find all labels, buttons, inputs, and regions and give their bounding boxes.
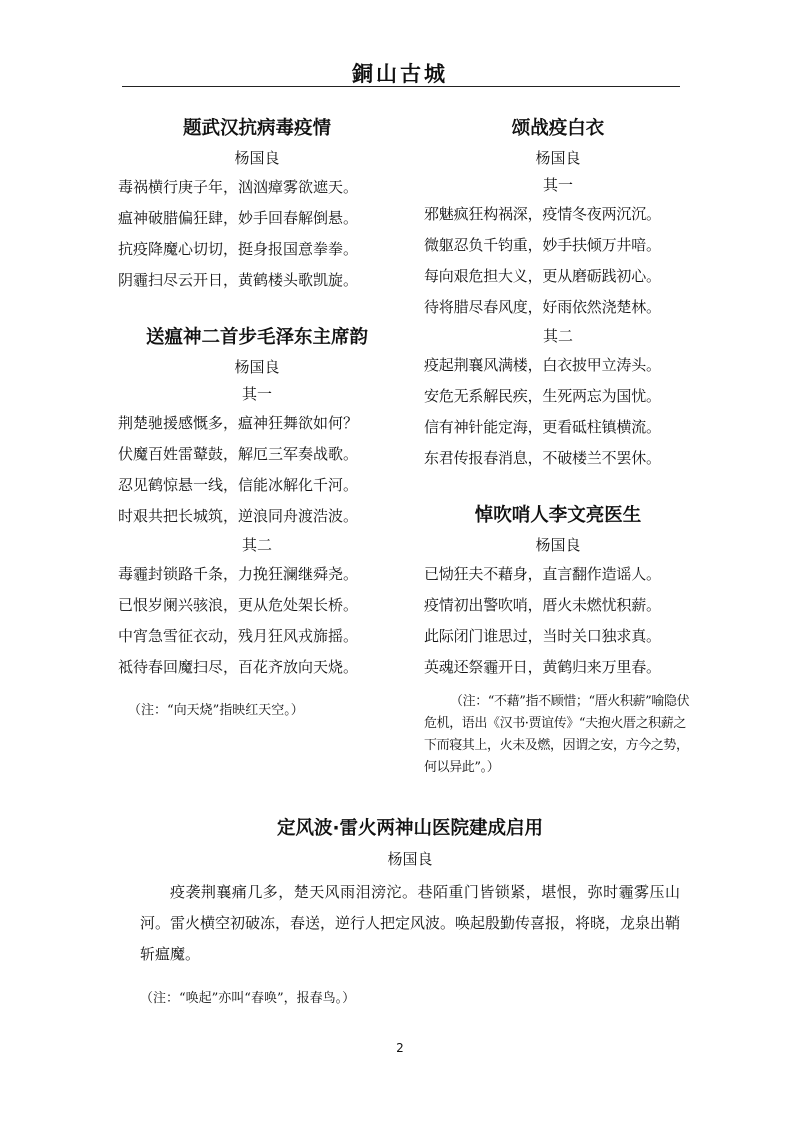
poem-line: 疫情初出警吹哨，厝火未燃忧积薪。: [424, 596, 661, 614]
poem-line: 此际闭门谁思过，当时关口独求真。: [424, 627, 661, 645]
left-column: [118, 113, 396, 722]
poem-line: 毒霾封锁路千条，力挽狂澜继舜尧。: [118, 565, 359, 583]
poem-section-label: 其一: [542, 176, 573, 194]
poem-section-label: 其一: [241, 385, 272, 403]
poem-line: 信有神针能定海，更看砥柱镇横流。: [424, 418, 661, 436]
poem-line: 每向艰危担大义，更从磨砺践初心。: [424, 267, 661, 285]
poem-line: 伏魔百姓雷鼙鼓，解厄三军奏战歌。: [118, 445, 359, 463]
page-number: 2: [396, 1041, 404, 1055]
poem-line: 安危无系解民疾，生死两忘为国忧。: [424, 387, 661, 405]
header-rule: [122, 86, 680, 87]
poem-line: 时艰共把长城筑，逆浪同舟渡浩波。: [118, 507, 359, 525]
poem-author: 杨国良: [535, 536, 581, 554]
poem-line: 瘟神破腊偏狂肆，妙手回春解倒悬。: [118, 209, 359, 227]
poem-title: 颂战疫白衣: [511, 118, 605, 139]
poem-line: 邪魅疯狂构祸深，疫情冬夜两沉沉。: [424, 205, 661, 223]
poem-title: 定风波·雷火两神山医院建成启用: [276, 818, 544, 839]
poem-note: （注：“唤起”亦叫“春唤”，报春鸟。）: [140, 991, 356, 1006]
poem-line: 东君传报春消息，不破楼兰不罢休。: [424, 449, 661, 467]
bottom-section: [140, 812, 680, 1010]
poem-line: 已恨岁阑兴骇浪，更从危处架长桥。: [118, 596, 359, 614]
poem-line: 荆楚驰援感慨多，瘟神狂舞欲如何？: [118, 414, 359, 432]
poem-line: 抗疫降魔心切切，挺身报国意拳拳。: [118, 240, 359, 258]
poem-line: 待将腊尽春风度，好雨依然浇楚林。: [424, 298, 661, 316]
poem-line: 祗待春回魔扫尽，百花齐放向天烧。: [118, 658, 359, 676]
poem-author: 杨国良: [234, 149, 280, 167]
poem-author: 杨国良: [387, 850, 433, 868]
poem-section-label: 其二: [542, 327, 573, 345]
poem-section-label: 其二: [241, 536, 272, 554]
poem-line: 疫起荆襄风满楼，白衣披甲立涛头。: [424, 356, 661, 374]
poem-author: 杨国良: [535, 149, 581, 167]
poem-author: 杨国良: [234, 358, 280, 376]
poem-note: （注：“向天烧”指映红天空。）: [128, 703, 304, 718]
poem-line: 忍见鹤惊悬一线，信能冰解化千河。: [118, 476, 359, 494]
poem-title: 悼吹哨人李文亮医生: [474, 505, 642, 526]
page-header-title: 銅山古城: [352, 61, 448, 86]
poem-line: 中宵急雪征衣动，残月狂风戎旆摇。: [118, 627, 359, 645]
poem-note: （注：“不藉”指不顾惜；“厝火积薪”喻隐伏危机，语出《汉书·贾谊传》“夫抱火厝之积薪之下而寝其上，火未及燃，因谓之安，方今之势，何以异此”。）: [424, 694, 690, 775]
poem-line: 毒祸横行庚子年，汹汹瘴雾欲遮天。: [118, 178, 359, 196]
right-column: [424, 113, 692, 779]
poem-line: 阴霾扫尽云开日，黄鹤楼头歌凯旋。: [118, 271, 359, 289]
poem-title: 送瘟神二首步毛泽东主席韵: [145, 327, 368, 348]
poem-line: 微躯忍负千钧重，妙手扶倾万井喑。: [424, 236, 661, 254]
poem-title: 题武汉抗病毒疫情: [182, 118, 331, 139]
poem-prose: 疫袭荆襄痛几多，楚天风雨泪滂沱。巷陌重门皆锁紧，堪恨，弥时霾雾压山河。雷火横空初破冻，春送，逆行人把定风波。唤起殷勤传喜报，将晓，龙泉出鞘斩瘟魔。: [140, 883, 681, 963]
poem-line: 已恸狂夫不藉身，直言翻作造谣人。: [424, 565, 661, 583]
poem-line: 英魂还祭霾开日，黄鹤归来万里春。: [424, 658, 661, 676]
